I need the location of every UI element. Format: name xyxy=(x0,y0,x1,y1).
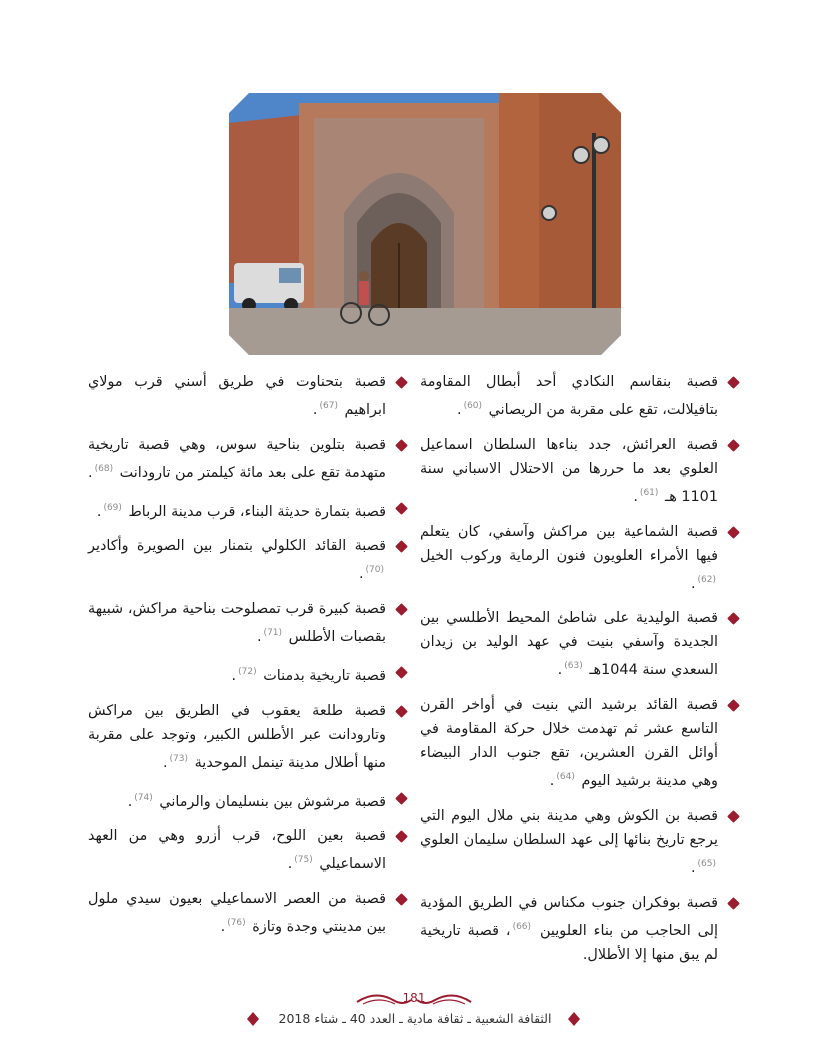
list-item: قصبة بعين اللوح، قرب أزرو وهي من العهد الاسماعيلي $^{(75)}$. xyxy=(88,824,408,876)
footnote-ref: (68) xyxy=(94,463,114,474)
bullet-icon xyxy=(395,502,408,515)
list-item: قصبة بوفكران جنوب مكناس في الطريق المؤدية إلى الحاجب من بناء العلويين $^{(66)}$، قصبة تاريخية لم يبق منها إلا الأطلال. xyxy=(420,891,740,967)
list-item: قصبة تاريخية بدمنات $^{(72)}$. xyxy=(88,660,408,688)
entry-text: قصبة بتلوين بناحية سوس، وهي قصبة تاريخية متهدمة تقع على بعد مائة كيلمتر من تارودانت xyxy=(88,436,386,481)
bullet-icon xyxy=(727,526,740,539)
entry-text: قصبة كبيرة قرب تمصلوحت بناحية مراكش، شبيهة بقصبات الأطلس xyxy=(88,601,386,645)
bullet-icon xyxy=(395,439,408,452)
footnote-ref: (66) xyxy=(512,921,532,932)
bullet-icon xyxy=(395,893,408,906)
entry-text: قصبة تاريخية بدمنات xyxy=(263,667,386,684)
footnote-ref: (72) xyxy=(238,666,257,677)
bullet-icon xyxy=(395,541,408,554)
footer-journal-info: الثقافة الشعبية ـ ثقافة مادية ـ العدد 40 ـ شتاء 2018 xyxy=(278,1011,552,1026)
list-item: قصبة بتلوين بناحية سوس، وهي قصبة تاريخية متهدمة تقع على بعد مائة كيلمتر من تارودانت $^{(68)}$. xyxy=(88,433,408,485)
footnote-ref: (65) xyxy=(697,858,716,869)
bullet-icon xyxy=(395,603,408,616)
list-item: قصبة بتحناوت في طريق أسني قرب مولاي ابراهيم $^{(67)}$. xyxy=(88,370,408,422)
entry-text: قصبة العرائش، جدد بناءها السلطان اسماعيل العلوي بعد ما حررها من الاحتلال الاسباني سنة 1101 هـ xyxy=(420,436,718,505)
left-column xyxy=(88,370,408,950)
footnote-ref: (69) xyxy=(103,502,122,513)
entry-text: قصبة بعين اللوح، قرب أزرو وهي من العهد الاسماعيلي xyxy=(88,828,386,873)
footer-ornament-icon xyxy=(247,1012,259,1026)
bullet-icon xyxy=(727,897,740,910)
footnote-ref: (75) xyxy=(294,855,313,866)
list-item: قصبة من العصر الاسماعيلي بعيون سيدي ملول بين مدينتي وجدة وتازة $^{(76)}$. xyxy=(88,887,408,939)
entry-text: قصبة الشماعية بين مراكش وآسفي، كان يتعلم فيها الأمراء العلويون فنون الرماية وركوب الخيل xyxy=(420,523,718,564)
list-item: قصبة مرشوش بين بنسليمان والرماني $^{(74)}$. xyxy=(88,786,408,814)
bullet-icon xyxy=(727,699,740,712)
entry-text: قصبة بتمارة حديثة البناء، قرب مدينة الرباط xyxy=(128,503,386,520)
entry-text: قصبة بنقاسم النكادي أحد أبطال المقاومة بتافيلالت، تقع على مقربة من الريصاني xyxy=(420,374,718,418)
entry-text: قصبة طلعة يعقوب في الطريق بين مراكش وتارودانت عبر الأطلس الكبير، وتوجد على مقربة منها أطلال مدينة تينمل الموحدية xyxy=(88,702,386,771)
list-item: قصبة الوليدية على شاطئ المحيط الأطلسي بين الجديدة وآسفي بنيت في عهد الوليد بن زيدان السعدي سنة 1044هـ $^{(63)}$. xyxy=(420,606,740,682)
bullet-icon xyxy=(727,810,740,823)
footnote-ref: (70) xyxy=(365,565,384,576)
footnote-ref: (76) xyxy=(227,918,246,929)
entry-text: قصبة من العصر الاسماعيلي بعيون سيدي ملول بين مدينتي وجدة وتازة xyxy=(88,891,386,935)
footnote-ref: (73) xyxy=(169,753,189,764)
bullet-icon xyxy=(395,666,408,679)
bullet-icon xyxy=(395,831,408,844)
bullet-icon xyxy=(395,705,408,718)
list-item: قصبة القائد برشيد التي بنيت في أواخر القرن التاسع عشر ثم تهدمت خلال حركة المقاومة في أوائل القرن العشرين، تقع جنوب الدار البيضاء وهي مدينة برشيد اليوم $^{(64)}$. xyxy=(420,693,740,793)
entry-text: قصبة القائد برشيد التي بنيت في أواخر القرن التاسع عشر ثم تهدمت خلال حركة المقاومة في أوائل القرن العشرين، تقع جنوب الدار البيضاء وهي مدينة برشيد اليوم xyxy=(420,697,718,789)
footnote-ref: (63) xyxy=(564,661,583,672)
bullet-icon xyxy=(395,376,408,389)
entry-text: قصبة القائد الكلولي بتمنار بين الصويرة وأكادير xyxy=(88,538,386,555)
footnote-ref: (60) xyxy=(463,401,483,411)
footnote-ref: (62) xyxy=(697,574,716,585)
footnote-ref: (61) xyxy=(639,487,659,498)
list-item: قصبة القائد الكلولي بتمنار بين الصويرة وأكادير $^{(70)}$. xyxy=(88,534,408,586)
page-number: 181 xyxy=(402,991,426,1005)
footnote-ref: (74) xyxy=(134,792,153,803)
gate-photo-illustration xyxy=(229,93,621,355)
list-item: قصبة بنقاسم النكادي أحد أبطال المقاومة بتافيلالت، تقع على مقربة من الريصاني $^{(60)}$. xyxy=(420,370,740,422)
list-item: قصبة الشماعية بين مراكش وآسفي، كان يتعلم فيها الأمراء العلويون فنون الرماية وركوب الخيل $^{(62)}$. xyxy=(420,520,740,596)
list-item: قصبة العرائش، جدد بناءها السلطان اسماعيل العلوي بعد ما حررها من الاحتلال الاسباني سنة 1101 هـ $^{(61)}$. xyxy=(420,433,740,509)
list-item: قصبة طلعة يعقوب في الطريق بين مراكش وتارودانت عبر الأطلس الكبير، وتوجد على مقربة منها أطلال مدينة تينمل الموحدية $^{(73)}$. xyxy=(88,699,408,775)
footnote-ref: (71) xyxy=(263,628,283,639)
entry-text: قصبة الوليدية على شاطئ المحيط الأطلسي بين الجديدة وآسفي بنيت في عهد الوليد بن زيدان السعدي سنة 1044هـ xyxy=(420,610,718,679)
list-item: قصبة بن الكوش وهي مدينة بني ملال اليوم التي يرجع تاريخ بنائها إلى عهد السلطان سليمان العلوي $^{(65)}$. xyxy=(420,804,740,880)
entry-text: قصبة مرشوش بين بنسليمان والرماني xyxy=(159,793,386,810)
bullet-icon xyxy=(395,792,408,805)
footnote-ref: (64) xyxy=(556,772,575,783)
entry-text: قصبة بتحناوت في طريق أسني قرب مولاي ابراهيم xyxy=(88,374,386,418)
right-column xyxy=(420,370,740,978)
entry-text: قصبة بن الكوش وهي مدينة بني ملال اليوم التي يرجع تاريخ بنائها إلى عهد السلطان سليمان العلوي xyxy=(420,807,718,848)
footnote-ref: (67) xyxy=(319,401,338,411)
bullet-icon xyxy=(727,376,740,389)
list-item: قصبة بتمارة حديثة البناء، قرب مدينة الرباط $^{(69)}$. xyxy=(88,496,408,524)
bullet-icon xyxy=(727,439,740,452)
page-footer xyxy=(0,988,827,1038)
entry-text: قصبة بوفكران جنوب مكناس في الطريق المؤدية إلى الحاجب من بناء العلويين xyxy=(420,894,718,939)
kasbah-gate-photo xyxy=(229,93,621,355)
bullet-icon xyxy=(727,613,740,626)
entry-text-continued: قصبة تاريخية لم يبق منها إلا الأطلال. xyxy=(420,922,718,963)
list-item: قصبة كبيرة قرب تمصلوحت بناحية مراكش، شبيهة بقصبات الأطلس $^{(71)}$. xyxy=(88,597,408,649)
